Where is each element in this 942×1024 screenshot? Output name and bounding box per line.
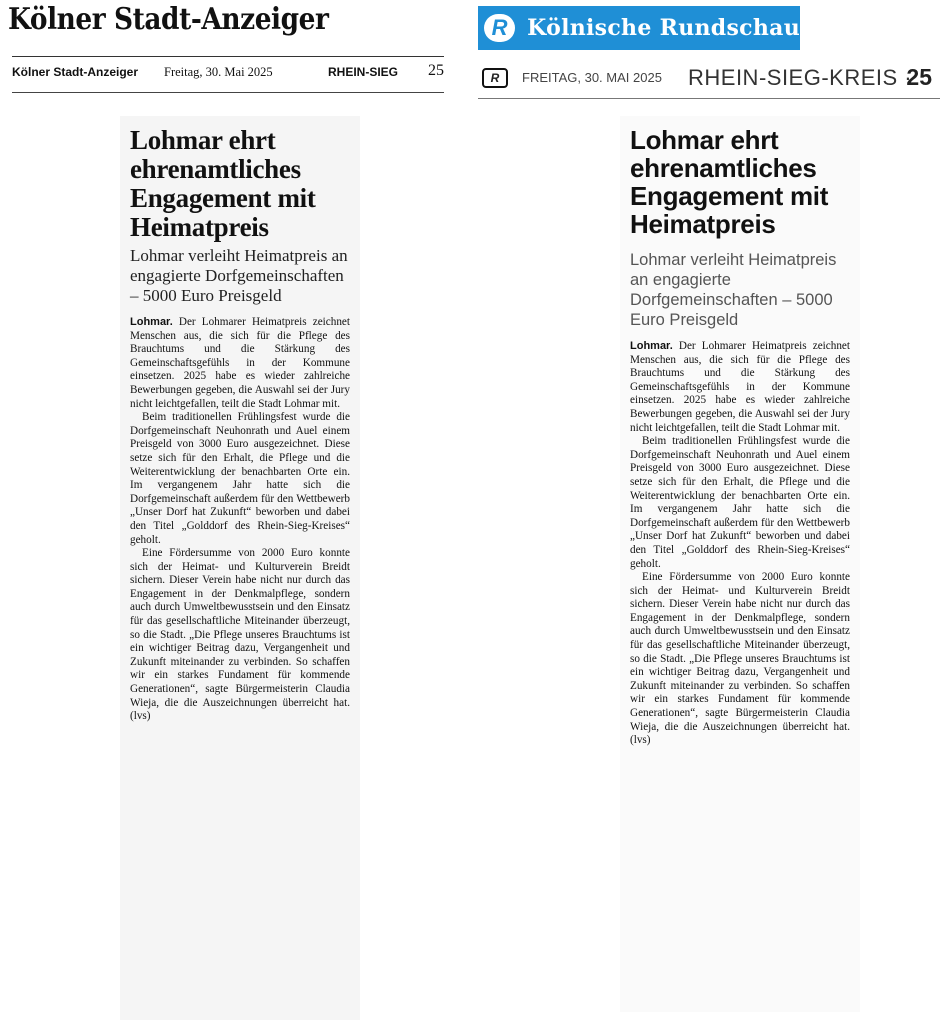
article-dateline: Lohmar. xyxy=(630,340,673,352)
article-paragraph: Lohmar. Der Lohmarer Heimatpreis zeichnet Menschen aus, die sich für die Pflege des Brauchtums und die Stärkung des Gemeinschaftsgefühls in der Kommune einsetzen. 2025 habe es wieder zahlreiche Bewerbungen gegeben, die Auswahl sei der Jury nicht leichtgefallen, teilt die Stadt Lohmar mit. xyxy=(130,316,350,410)
header-date: FREITAG, 30. MAI 2025 xyxy=(522,70,662,85)
clipping-koelner-stadt-anzeiger xyxy=(0,0,452,1024)
article-body xyxy=(130,316,350,724)
header-rule-top xyxy=(12,56,444,57)
masthead-logo: Kölner Stadt-Anzeiger xyxy=(8,2,329,37)
article-dateline: Lohmar. xyxy=(130,316,173,328)
header-rule-bottom xyxy=(478,98,940,99)
header-date: Freitag, 30. Mai 2025 xyxy=(164,65,273,79)
header-section: RHEIN-SIEG xyxy=(328,65,399,79)
article-headline: Lohmar ehrt ehrenamtliches Engagement mit Heimatpreis xyxy=(130,125,316,242)
r-logo-icon: R xyxy=(484,14,515,42)
article-subhead: Lohmar verleiht Heimatpreis an engagierte Dorfgemeinschaften – 5000 Euro Preisgeld xyxy=(130,246,348,305)
clipping-koelnische-rundschau xyxy=(470,0,942,1024)
article-subhead: Lohmar verleiht Heimatpreis an engagierte Dorfgemeinschaften – 5000 Euro Preisgeld xyxy=(630,251,837,329)
article xyxy=(120,116,360,1020)
masthead-banner xyxy=(478,6,800,50)
masthead-logo: Kölnische Rundschau xyxy=(527,15,800,41)
header-section: RHEIN-SIEG-KREIS · xyxy=(688,65,913,90)
article-paragraph: Lohmar. Der Lohmarer Heimatpreis zeichnet Menschen aus, die sich für die Pflege des Brauchtums und die Stärkung des Gemeinschaftsgefühls in der Kommune einsetzen. 2025 habe es wieder zahlreiche Bewerbungen gegeben, die Auswahl sei der Jury nicht leichtgefallen, teilt die Stadt Lohmar mit. xyxy=(630,340,850,434)
page-header xyxy=(12,62,444,84)
article-paragraph: Eine Fördersumme von 2000 Euro konnte sich der Heimat- und Kulturverein Breidt sichern. Dieser Verein habe nicht nur durch das Engagement in der Denkmalpflege, sondern auch durch Umweltbewusstsein und den Einsatz für das gesellschaftliche Miteinander überzeugt, so die Stadt. „Die Pflege unseres Brauchtums ist ein wichtiger Beitrag dazu, Vergangenheit und Zukunft miteinander zu verbinden. So schaffen wir ein starkes Fundament für kommende Generationen“, sagte Bürgermeisterin Claudia Wieja, die die Auszeichnungen überreicht hat. (lvs) xyxy=(630,571,850,747)
header-rule-bottom xyxy=(12,92,444,93)
header-paper-name: Kölner Stadt-Anzeiger xyxy=(12,65,139,79)
page-header xyxy=(478,64,940,94)
article-paragraph: Eine Fördersumme von 2000 Euro konnte sich der Heimat- und Kulturverein Breidt sichern. Dieser Verein habe nicht nur durch das Engagement in der Denkmalpflege, sondern auch durch Umweltbewusstsein und den Einsatz für das gesellschaftliche Miteinander überzeugt, so die Stadt. „Die Pflege unseres Brauchtums ist ein wichtiger Beitrag dazu, Vergangenheit und Zukunft miteinander zu verbinden. So schaffen wir ein starkes Fundament für kommende Generationen“, sagte Bürgermeisterin Claudia Wieja, die die Auszeichnungen überreicht hat. (lvs) xyxy=(130,547,350,723)
header-page-number: 25 xyxy=(428,62,444,79)
article-paragraph: Beim traditionellen Frühlingsfest wurde die Dorfgemeinschaft Neuhonrath und Auel einem Preisgeld von 3000 Euro ausgezeichnet. Diese setze sich für den Erhalt, die Pflege und die Weiterentwicklung der benachbarten Orte ein. Im vergangenem Jahr hatte sich die Dorfgemeinschaft außerdem für den Wettbewerb „Unser Dorf hat Zukunft“ beworben und dabei den Titel „Golddorf des Rhein-Sieg-Kreises“ geholt. xyxy=(630,435,850,570)
article-paragraph: Beim traditionellen Frühlingsfest wurde die Dorfgemeinschaft Neuhonrath und Auel einem Preisgeld von 3000 Euro ausgezeichnet. Diese setze sich für den Erhalt, die Pflege und die Weiterentwicklung der benachbarten Orte ein. Im vergangenem Jahr hatte sich die Dorfgemeinschaft außerdem für den Wettbewerb „Unser Dorf hat Zukunft“ beworben und dabei den Titel „Golddorf des Rhein-Sieg-Kreises“ geholt. xyxy=(130,411,350,546)
header-page-number: 25 xyxy=(906,64,932,90)
article xyxy=(620,116,860,1012)
r-small-icon: R xyxy=(482,68,508,88)
article-body xyxy=(630,340,850,748)
article-headline: Lohmar ehrt ehrenamtliches Engagement mit Heimatpreis xyxy=(630,125,829,239)
